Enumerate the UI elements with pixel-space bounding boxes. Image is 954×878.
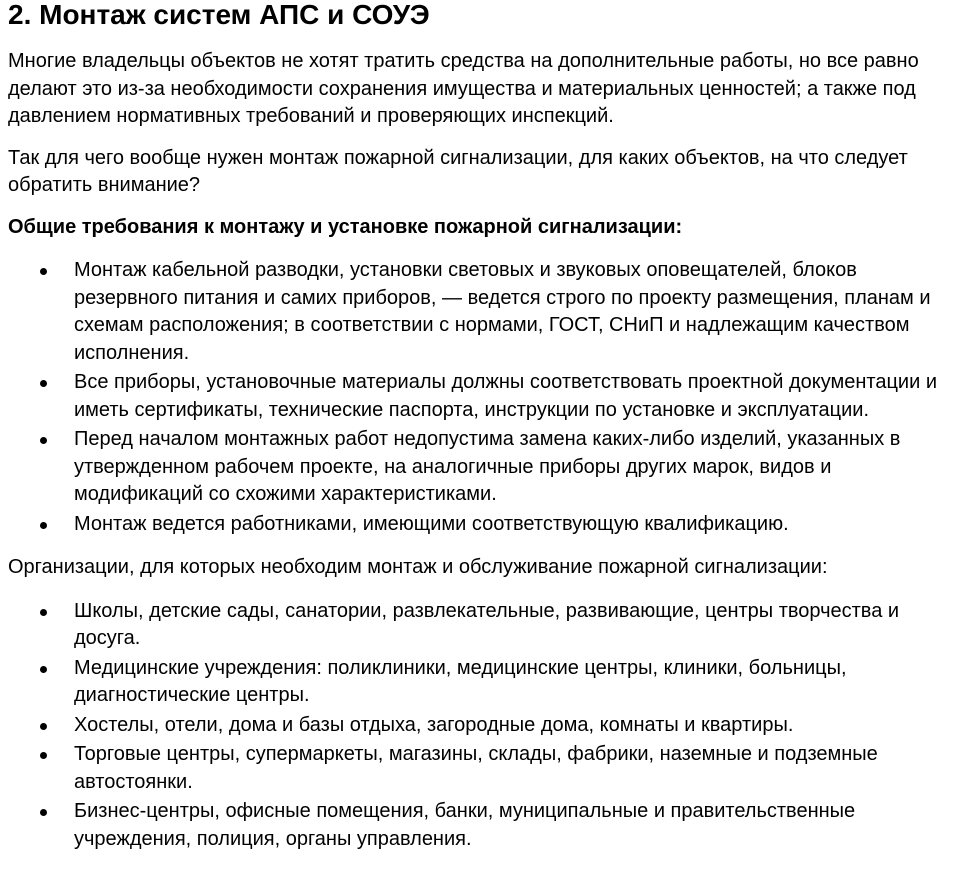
list-item	[8, 798, 954, 853]
organizations-list	[8, 598, 954, 854]
list-item-text: Перед началом монтажных работ недопустима замена каких-либо изделий, указанных в утвержденном рабочем проекте, на аналогичные приборы других марок, видов и модификаций со схожими характеристиками.	[74, 428, 901, 505]
list-item-text: Школы, детские сады, санатории, развлекательные, развивающие, центры творчества и досуга.	[74, 599, 900, 649]
bullet-icon	[40, 666, 47, 673]
list-item-text: Монтаж кабельной разводки, установки световых и звуковых оповещателей, блоков резервного питания и самих приборов, — ведется строго по проекту размещения, планам и схемам расположения; в соответствии с нормами, ГОСТ, СНиП и надлежащим качеством исполнения.	[74, 259, 931, 364]
bullet-icon	[40, 380, 47, 387]
bullet-icon	[40, 609, 47, 616]
list-item	[8, 598, 954, 653]
requirements-list	[8, 257, 954, 538]
page-title: 2. Монтаж систем АПС и СОУЭ	[8, 0, 430, 30]
bullet-icon	[40, 723, 47, 730]
list-item-text: Монтаж ведется работниками, имеющими соответствующую квалификацию.	[74, 512, 789, 535]
list-item	[8, 712, 954, 740]
bullet-icon	[40, 268, 47, 275]
list-item	[8, 257, 954, 367]
bullet-icon	[40, 752, 47, 759]
list-item	[8, 655, 954, 710]
intro-paragraph: Многие владельцы объектов не хотят тратить средства на дополнительные работы, но все равно делают это из-за необходимости сохранения имущества и материальных ценностей; а также под давлением нормативных требований и проверяющих инспекций.	[8, 50, 919, 127]
bullet-icon	[40, 809, 47, 816]
list-item-text: Все приборы, установочные материалы должны соответствовать проектной документации и иметь сертификаты, технические паспорта, инструкции по установке и эксплуатации.	[74, 371, 937, 421]
bullet-icon	[40, 522, 47, 529]
organizations-heading: Организации, для которых необходим монтаж и обслуживание пожарной сигнализации:	[8, 556, 828, 578]
list-item-text: Торговые центры, супермаркеты, магазины, склады, фабрики, наземные и подземные автостоянки.	[74, 743, 878, 793]
list-item	[8, 741, 954, 796]
list-item-text: Медицинские учреждения: поликлиники, медицинские центры, клиники, больницы, диагностические центры.	[74, 656, 847, 706]
list-item	[8, 369, 954, 424]
list-item-text: Бизнес-центры, офисные помещения, банки, муниципальные и правительственные учреждения, полиция, органы управления.	[74, 800, 856, 850]
bullet-icon	[40, 437, 47, 444]
list-item	[8, 511, 954, 539]
requirements-heading: Общие требования к монтажу и установке пожарной сигнализации:	[8, 215, 683, 238]
list-item	[8, 426, 954, 509]
list-item-text: Хостелы, отели, дома и базы отдыха, загородные дома, комнаты и квартиры.	[74, 713, 794, 736]
question-paragraph: Так для чего вообще нужен монтаж пожарной сигнализации, для каких объектов, на что следует обратить внимание?	[8, 146, 908, 196]
